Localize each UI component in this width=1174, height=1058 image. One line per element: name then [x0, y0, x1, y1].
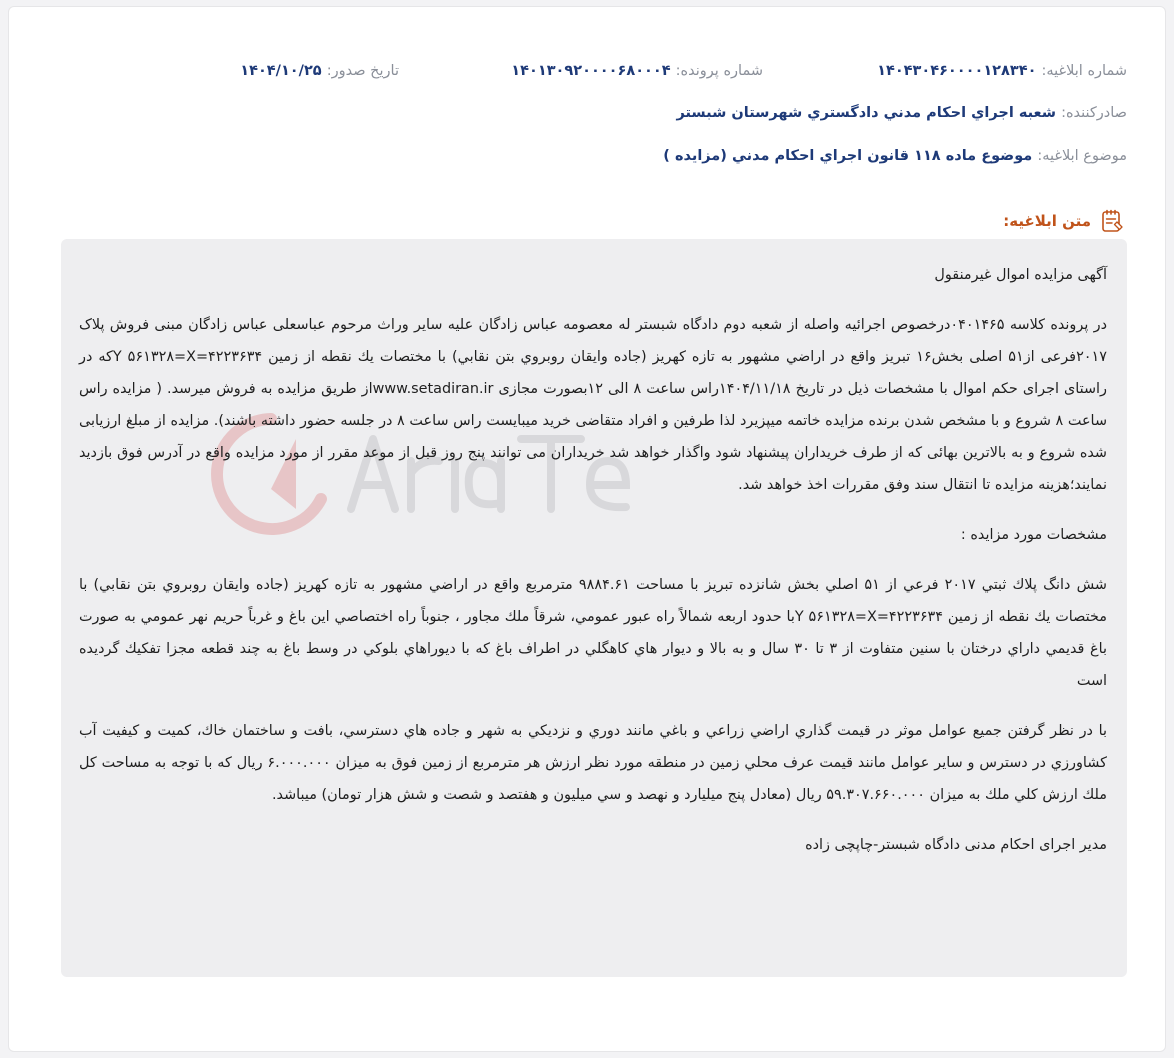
notice-number-label: شماره ابلاغیه: — [1041, 63, 1127, 79]
subject-value: موضوع ماده ۱۱۸ قانون اجراي احكام مدني (مزايده ) — [663, 148, 1033, 164]
notice-number-value: ۱۴۰۴۳۰۴۶۰۰۰۰۱۲۸۳۴۰ — [877, 63, 1037, 79]
issue-date-label: تاریخ صدور: — [326, 63, 399, 79]
notice-number — [877, 63, 1127, 79]
file-number — [511, 63, 763, 79]
subject-label: موضوع ابلاغیه: — [1037, 148, 1127, 164]
notice-text-heading — [1003, 207, 1125, 235]
issuer-value: شعبه اجراي احكام مدني دادگستري شهرستان شبستر — [676, 105, 1056, 121]
notice-paragraph-valuation: با در نظر گرفتن جميع عوامل موثر در قيمت گذاري اراضي زراعي و باغي مانند دوري و نزديكي به شهر و جاده هاي دسترسي، بافت و ساختمان خاك، كميت و كيفيت آب كشاورزي در دسترس و ساير عوامل مانند قيمت عرف محلي زمين در منطقه مورد نظر ارزش هر مترمربع از زمين فوق به ميزان ۶.۰۰۰.۰۰۰ ريال كه با توجه به مساحت كل ملك ارزش كلي ملك به ميزان ۵۹.۳۰۷.۶۶۰.۰۰۰ ريال (معادل پنج ميليارد و نهصد و سي ميليون و هفتصد و شصت و شش هزار تومان) ميباشد. — [79, 723, 1107, 803]
issuer-label: صادرکننده: — [1061, 105, 1127, 121]
notice-body — [61, 239, 1127, 977]
notice-subtitle: مشخصات مورد مزایده : — [960, 527, 1107, 543]
issue-date-value: ۱۴۰۴/۱۰/۲۵ — [240, 63, 322, 79]
notice-text-heading-label: متن ابلاغیه: — [1003, 212, 1091, 230]
notice-title: آگهی مزایده اموال غیرمنقول — [934, 267, 1107, 283]
notice-paragraph-specs: شش دانگ پلاك ثبتي ۲۰۱۷ فرعي از ۵۱ اصلي بخش شانزده تبريز با مساحت ۹۸۸۴.۶۱ مترمربع واقع در اراضي مشهور به تازه كهريز (جاده وايقان روبروي بتن نقابي) با مختصات يك نقطه از زمين ۴۲۲۳۶۳۴=Y ۵۶۱۳۲۸=Xبا حدود اربعه شمالاً راه عبور عمومي، شرقاً ملك مجاور ، جنوباً راه اختصاصي اين باغ و غرباً حريم نهر عمومي به صورت باغ قديمي داراي درختان با سنين متفاوت از ۳ تا ۳۰ سال و به بالا و ديوار هاي كاهگلي در اطراف باغ كه با ديوراهاي بلوكي در وسط باغ به چند قطعه مجزا تفكيك گرديده است — [79, 577, 1107, 689]
notice-signature: مدیر اجرای احکام مدنی دادگاه شبستر-چاپچی زاده — [805, 837, 1107, 853]
file-number-value: ۱۴۰۱۳۰۹۲۰۰۰۰۶۸۰۰۰۴ — [511, 63, 671, 79]
file-number-label: شماره پرونده: — [675, 63, 763, 79]
notice-paragraph-intro: در پرونده کلاسه ۰۴۰۱۴۶۵درخصوص اجرائیه واصله از شعبه دوم دادگاه شبستر له معصومه عباس زادگان علیه سایر وراث مرحوم عباسعلی عباس زادگان مبنی فروش پلاک ۲۰۱۷فرعی از۵۱ اصلی بخش۱۶ تبریز واقع در اراضي مشهور به تازه كهريز (جاده وايقان روبروي بتن نقابي) با مختصات يك نقطه از زمين ۴۲۲۳۶۳۴=Y ۵۶۱۳۲۸=Xکه در راستای اجرای حکم اموال با مشخصات ذیل در تاریخ ۱۴۰۴/۱۱/۱۸راس ساعت ۸ الی ۱۲بصورت مجازی www.setadiran.irاز طریق مزایده به فروش میرسد. ( مزایده راس ساعت ۸ شروع و با مشخص شدن برنده مزایده خاتمه میپزیرد لذا طرفین و افراد متقاضی خرید میبایست راس ساعت ۸ در جلسه حضور داشته باشند). مزایده از مبلغ ارزیابی شده شروع و به بالاترین بهائی که از طرف خریداران پیشنهاد شود واگذار خواهد شد خریداران می توانند پنج روز قبل از موعد مقرر از مورد مزایده واقع در آدرس فوق بازدید نمایند؛هزینه مزایده تا انتقال سند وفق مقررات اخذ خواهد شد. — [79, 317, 1108, 493]
notice-content — [61, 239, 1127, 861]
meta-row-subject — [69, 148, 1127, 172]
meta-row-issuer — [69, 105, 1127, 129]
notice-card — [8, 6, 1166, 1052]
issue-date — [240, 63, 399, 79]
meta-row-numbers — [69, 63, 1127, 87]
note-icon — [1099, 208, 1125, 234]
